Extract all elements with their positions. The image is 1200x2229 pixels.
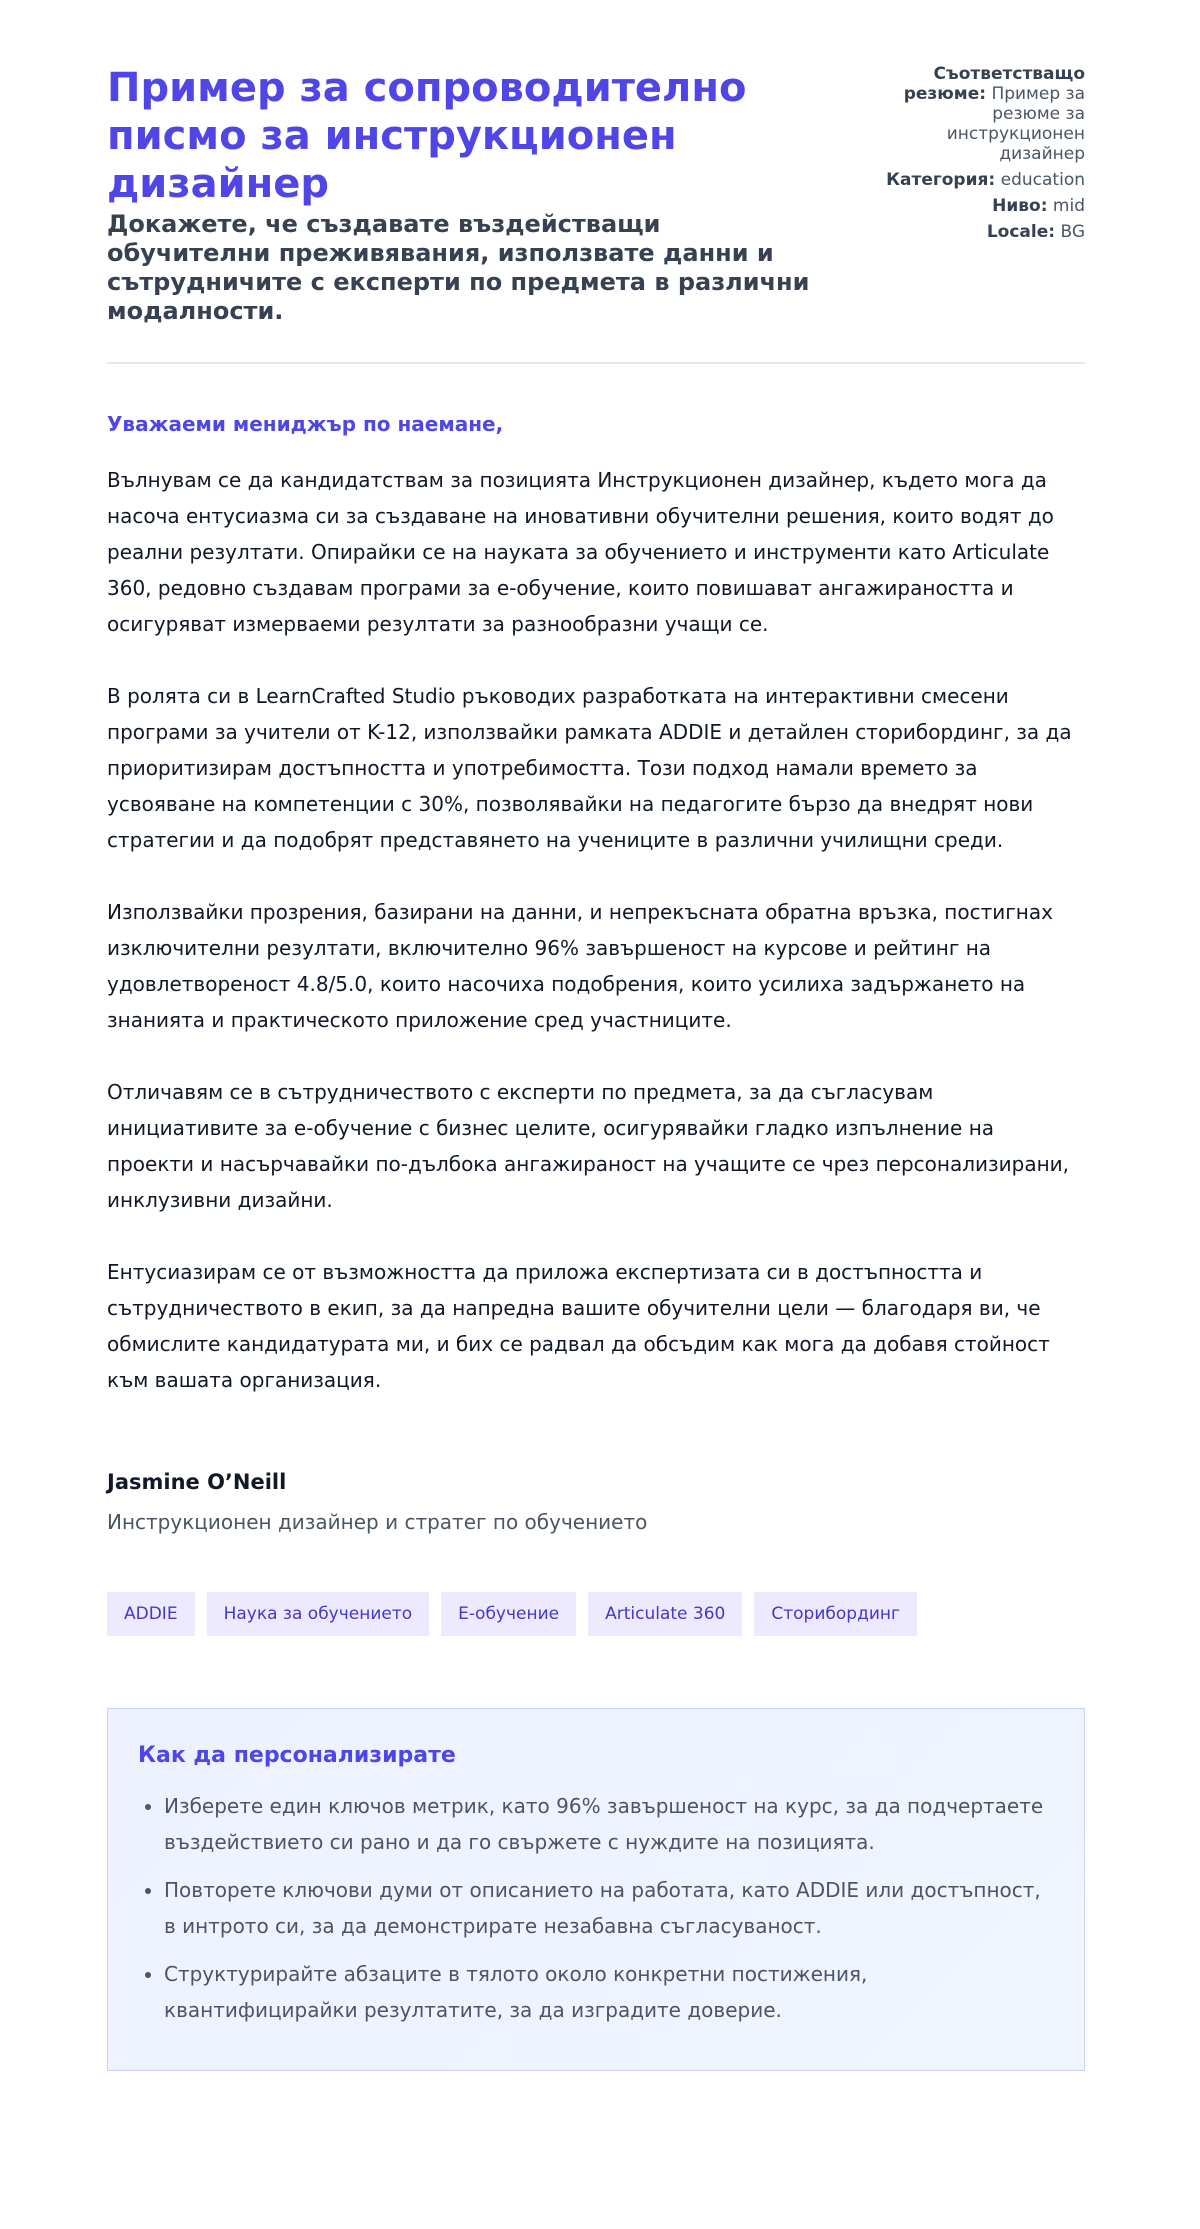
salutation: Уважаеми мениджър по наемане,: [107, 412, 504, 436]
paragraph: В ролята си в LearnCrafted Studio ръководих разработката на интерактивни смесени програми за учители от K-12, използвайки рамката ADDIE и детайлен сторибординг, за да приоритизирам достъпността и употребимостта. Този подход намали времето за усвояване на компетенции с 30%, позволявайки на педагогите бързо да внедрят нови стратегии и да подобрят представянето на учениците в различни училищни среди.: [107, 684, 1072, 852]
tag: Е-обучение: [441, 1592, 576, 1636]
meta-panel: [865, 64, 1085, 326]
tips-box: [107, 1708, 1085, 2071]
tag-list: [107, 1592, 1085, 1636]
meta-resume: Съответстващо резюме: Пример за резюме за инструкционен дизайнер: [903, 64, 1085, 164]
cover-letter-page: [107, 64, 1085, 2071]
tag: Наука за обучението: [207, 1592, 430, 1636]
paragraph: Вълнувам се да кандидатствам за позицията Инструкционен дизайнер, където мога да насоча ентусиазма си за създаване на иновативни обучителни решения, които водят до реални резултати. Опирайки се на науката за обучението и инструменти като Articulate 360, редовно създавам програми за е-обучение, които повишават ангажираността и осигуряват измерваеми резултати за разнообразни учащи се.: [107, 468, 1054, 636]
signature-name: Jasmine O’Neill: [107, 1470, 287, 1494]
page-title: Пример за сопроводително писмо за инструкционен дизайнер: [107, 65, 747, 207]
meta-category: Категория: education: [886, 170, 1085, 190]
tip-item: • Повторете ключови думи от описанието на работата, като ADDIE или достъпност, в интрото си, за да демонстрирате незабавна съгласуваност.: [164, 1872, 1054, 1944]
tips-title: Как да персонализирате: [138, 1743, 456, 1768]
tip-item: • Структурирайте абзаците в тялото около конкретни постижения, квантифицирайки резултатите, за да изградите доверие.: [164, 1956, 1054, 2028]
tag: ADDIE: [107, 1592, 195, 1636]
meta-locale: Locale: BG: [986, 222, 1085, 242]
tag: Articulate 360: [588, 1592, 742, 1636]
page-header: [107, 64, 1085, 364]
signature-role: Инструкционен дизайнер и стратег по обучението: [107, 1510, 648, 1534]
paragraph: Отличавям се в сътрудничеството с експерти по предмета, за да съгласувам инициативите за е-обучение с бизнес целите, осигурявайки гладко изпълнение на проекти и насърчавайки по-дълбока ангажираност на учащите се чрез персонализирани, инклузивни дизайни.: [107, 1080, 1070, 1212]
tips-list: [138, 1788, 1054, 2028]
paragraph: Използвайки прозрения, базирани на данни, и непрекъсната обратна връзка, постигнах изключителни резултати, включително 96% завършеност на курсове и рейтинг на удовлетвореност 4.8/5.0, които насочиха подобрения, които усилиха задържането на знанията и практическото приложение сред участниците.: [107, 900, 1053, 1032]
tip-item: • Изберете един ключов метрик, като 96% завършеност на курс, за да подчертаете въздействието си рано и да го свържете с нуждите на позицията.: [164, 1788, 1054, 1860]
page-subtitle: Докажете, че създавате въздействащи обучителни преживявания, използвате данни и сътрудничите с експерти по предмета в различни модалности.: [107, 210, 810, 325]
paragraph: Ентусиазирам се от възможността да приложа експертизата си в достъпността и сътрудничеството в екип, за да напредна вашите обучителни цели — благодаря ви, че обмислите кандидатурата ми, и бих се радвал да обсъдим как мога да добавя стойност към вашата организация.: [107, 1260, 1050, 1392]
meta-level: Ниво: mid: [992, 196, 1085, 216]
tag: Сторибординг: [754, 1592, 917, 1636]
